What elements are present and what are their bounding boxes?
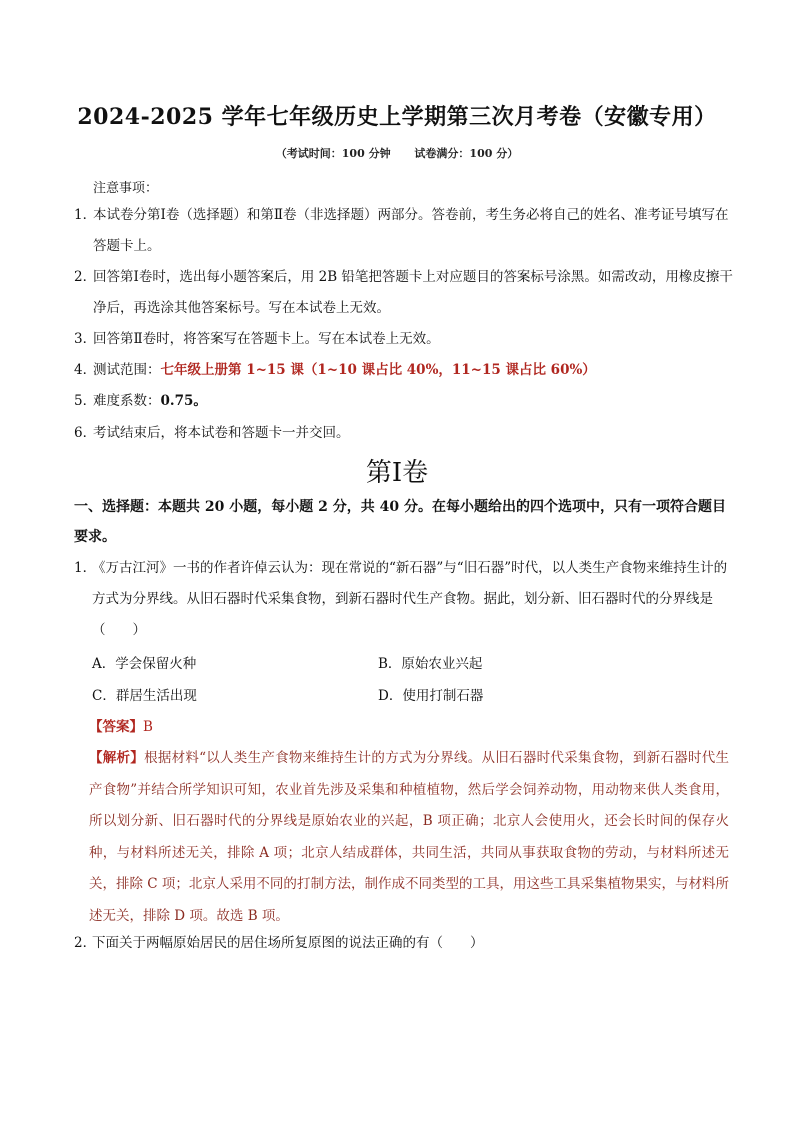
notice-item bbox=[74, 324, 734, 355]
test-scope: 七年级上册第 1~15 课（1~10 课占比 40%，11~15 课占比 60%） bbox=[160, 362, 596, 378]
question-text: 《万古江河》一书的作者许倬云认为：现在常说的“新石器”与“旧石器”时代，以人类生产食物来维持生计的方式为分界线。从旧石器时代采集食物，到新石器时代生产食物。据此，划分新、旧石器时代的分界线是（ ） bbox=[92, 560, 728, 638]
exam-time: （考试时间：100 分钟 bbox=[275, 147, 391, 160]
notice-item-number: 1． bbox=[74, 207, 97, 223]
notice-item-text: 考试结束后，将本试卷和答题卡一并交回。 bbox=[93, 425, 350, 441]
notice-item bbox=[74, 262, 734, 324]
page-title: 2024-2025 学年七年级历史上学期第三次月考卷（安徽专用） bbox=[77, 104, 717, 130]
section-intro: 一、选择题：本题共 20 小题，每小题 2 分，共 40 分。在每小题给出的四个选项中，只有一项符合题目要求。 bbox=[74, 499, 726, 545]
notice-item-number: 5． bbox=[74, 393, 97, 409]
notice-item-number: 4． bbox=[74, 362, 97, 378]
notice-item-number: 6． bbox=[74, 425, 97, 441]
question-text: 下面关于两幅原始居民的居住场所复原图的说法正确的有（ ） bbox=[92, 935, 484, 951]
notice-heading: 注意事项： bbox=[93, 181, 159, 196]
analysis-text: 根据材料“以人类生产食物来维持生计的方式为分界线。从旧石器时代采集食物，到新石器时代生产食物”并结合所学知识可知，农业首先涉及采集和种植植物，然后学会饲养动物，用动物来供人类食用，所以划分新、旧石器时代的分界线是原始农业的兴起，B 项正确；北京人会使用火，还会长时间的保存火种，与材料所述无关，排除 A 项；北京人结成群体，共同生活，共同从事获取食物的劳动，与材料所述无关，排除 C 项；北京人采用不同的打制方法，制作成不同类型的工具，用这些工具采集植物果实，与材料所述无关，排除 D 项。故选 B 项。 bbox=[89, 750, 730, 924]
question bbox=[74, 928, 734, 959]
notice-item bbox=[74, 355, 734, 386]
option-a: A．学会保留火种 bbox=[92, 656, 197, 672]
notice-item bbox=[74, 200, 734, 262]
question bbox=[74, 553, 734, 646]
difficulty-value: 0.75。 bbox=[160, 393, 207, 409]
analysis-label: 【解析】 bbox=[89, 750, 145, 766]
notice-item bbox=[74, 418, 734, 449]
option-c: C．群居生活出现 bbox=[92, 688, 197, 704]
notice-item-prefix: 测试范围： bbox=[93, 362, 161, 378]
answer-value: B bbox=[143, 719, 153, 735]
notice-item-body bbox=[74, 386, 734, 417]
notice-item-number: 3． bbox=[74, 331, 97, 347]
full-score: 试卷满分：100 分） bbox=[414, 147, 519, 160]
notice-item-number: 2． bbox=[74, 269, 97, 285]
option-b: B．原始农业兴起 bbox=[378, 656, 483, 672]
question-number: 2． bbox=[74, 935, 97, 951]
notice-item-text: 回答第Ⅰ卷时，选出每小题答案后，用 2B 铅笔把答题卡上对应题目的答案标号涂黑。如需改动，用橡皮擦干净后，再选涂其他答案标号。写在本试卷上无效。 bbox=[93, 269, 733, 316]
analysis bbox=[89, 743, 729, 932]
notice-item bbox=[74, 386, 734, 417]
notice-item-body bbox=[74, 355, 734, 386]
notice-item-prefix: 难度系数： bbox=[93, 393, 161, 409]
section-title: 第Ⅰ卷 bbox=[365, 458, 429, 488]
option-d: D．使用打制石器 bbox=[378, 688, 484, 704]
answer-label: 【答案】 bbox=[89, 719, 143, 735]
exam-meta bbox=[0, 145, 794, 161]
notice-item-text: 回答第Ⅱ卷时，将答案写在答题卡上。写在本试卷上无效。 bbox=[93, 331, 440, 347]
question-number: 1． bbox=[74, 560, 97, 576]
notice-item-text: 本试卷分第Ⅰ卷（选择题）和第Ⅱ卷（非选择题）两部分。答卷前，考生务必将自己的姓名、准考证号填写在答题卡上。 bbox=[93, 207, 729, 254]
answer bbox=[89, 715, 153, 735]
